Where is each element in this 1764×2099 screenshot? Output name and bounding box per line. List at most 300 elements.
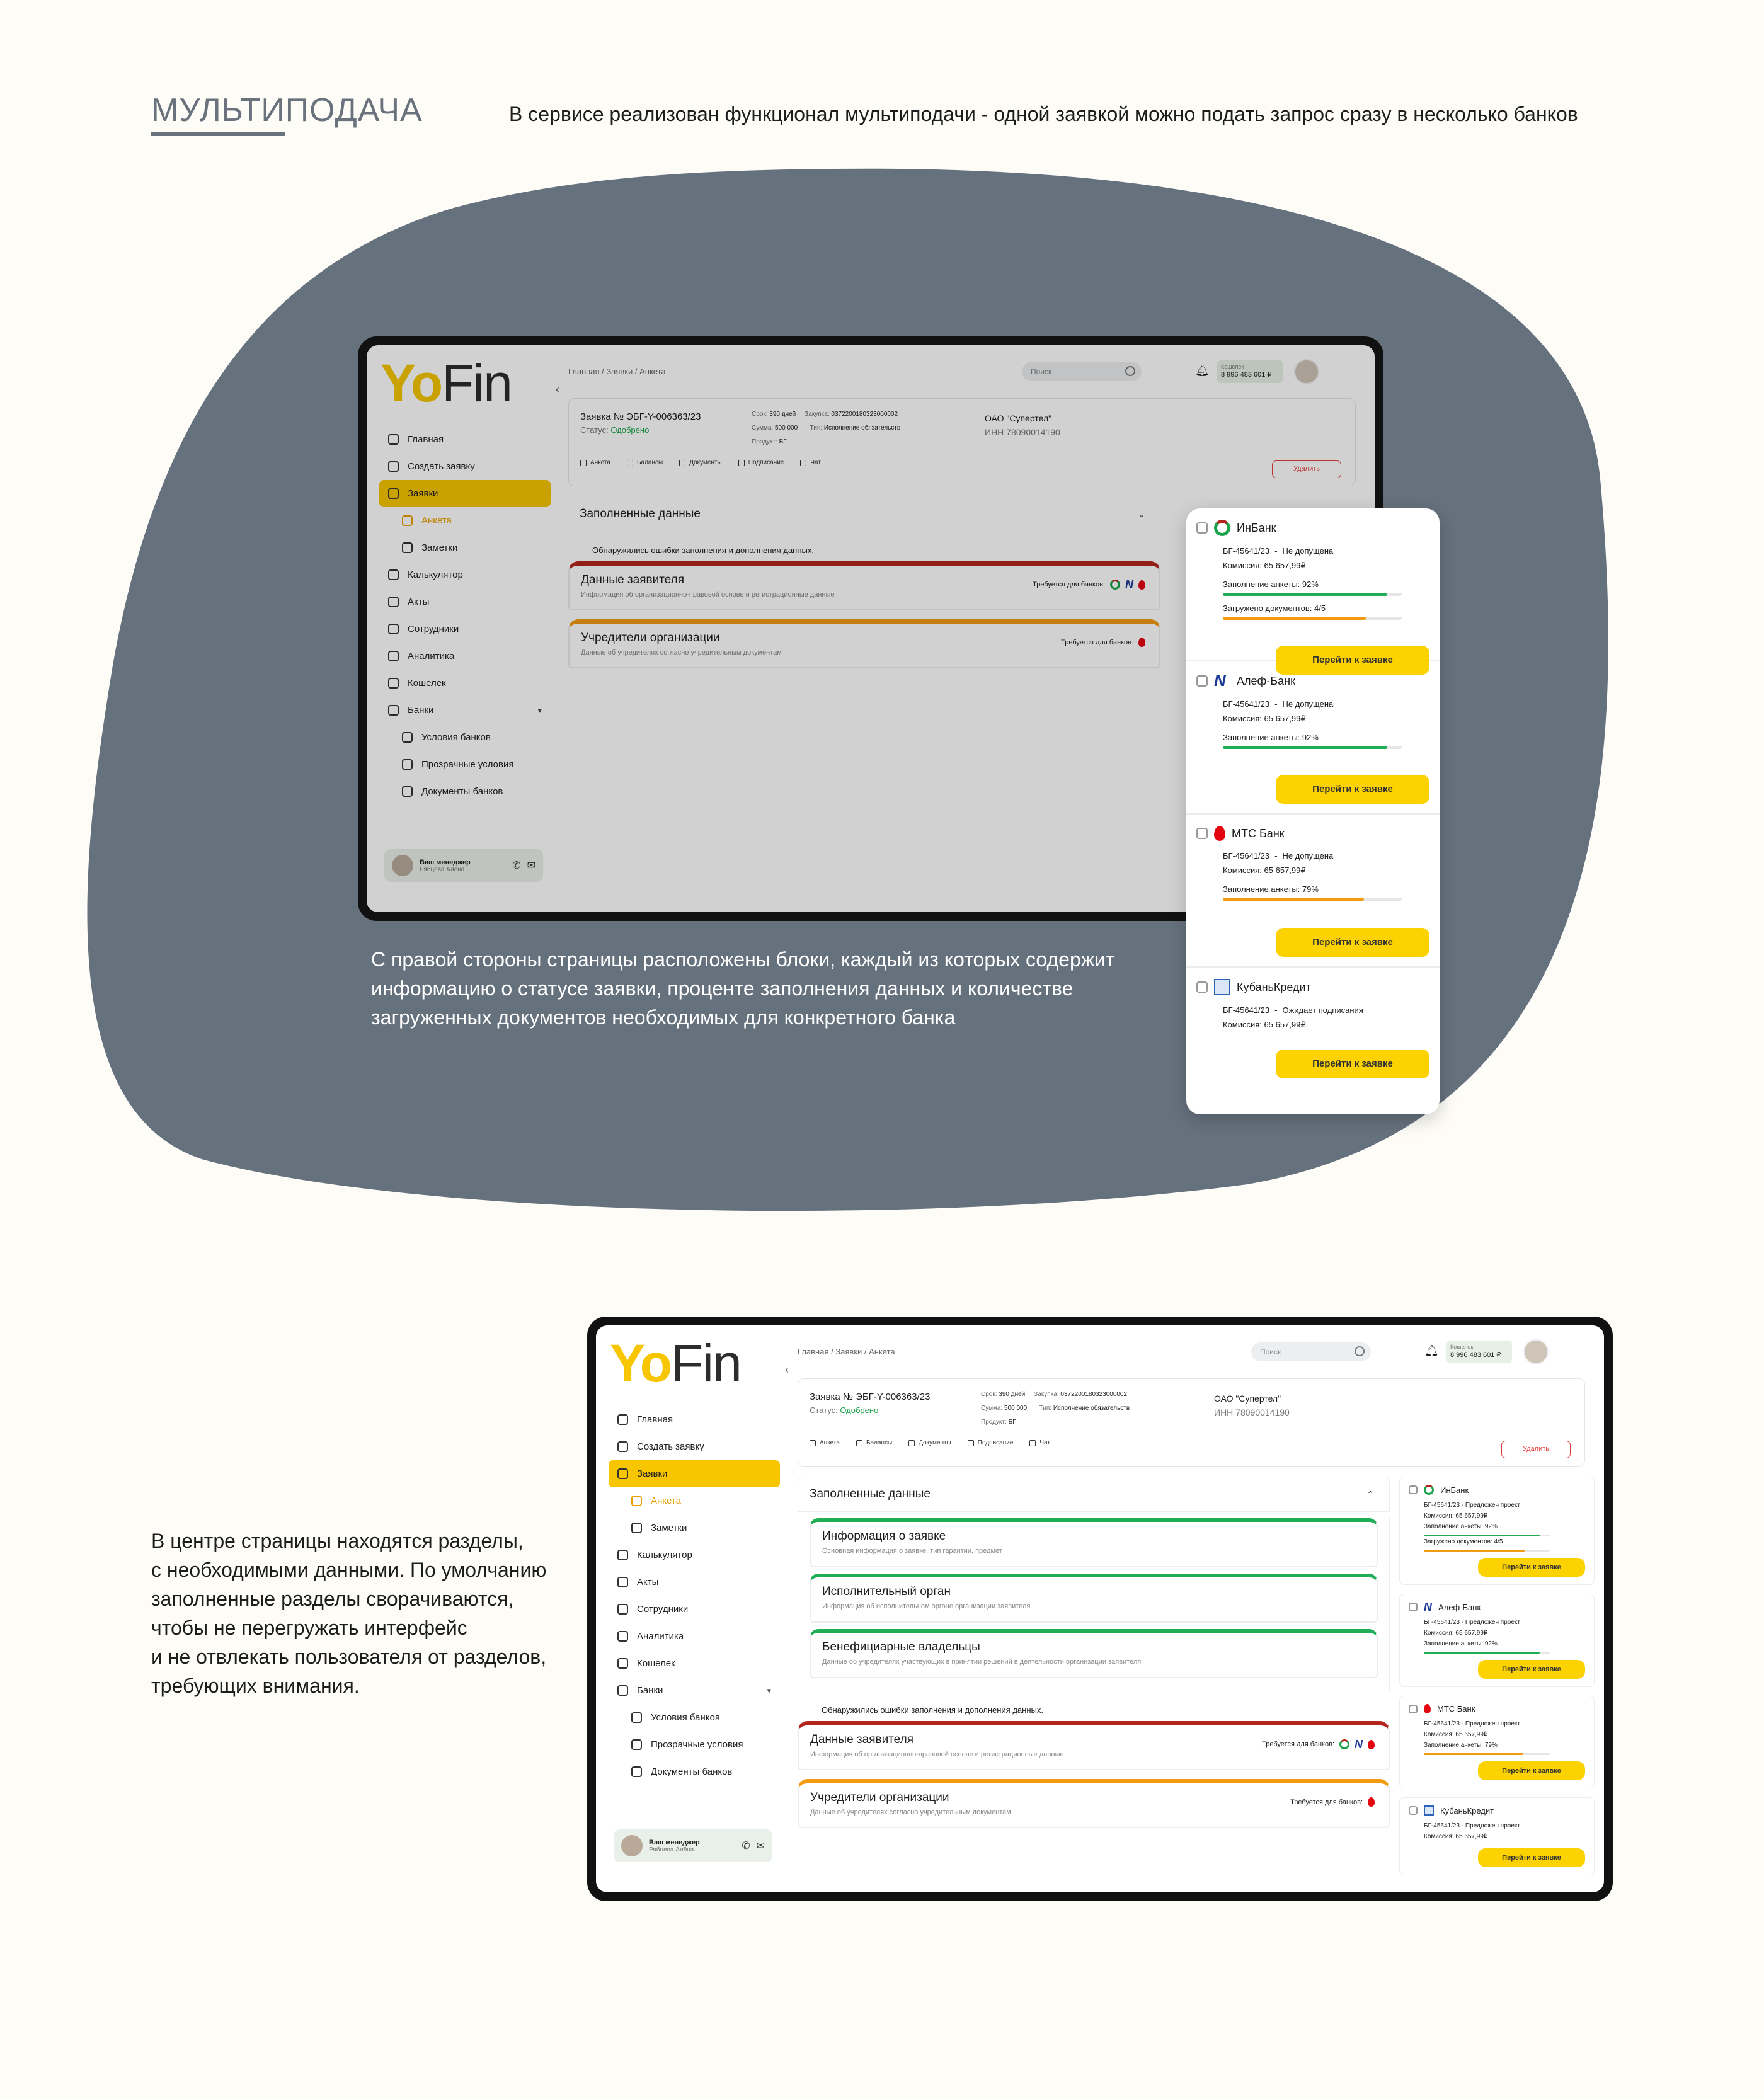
sidebar-item-form[interactable] [379,507,551,534]
collapse-sidebar-icon[interactable]: ‹ [556,383,559,396]
mail-icon[interactable]: ✉ [756,1841,765,1851]
collapse-sidebar-icon[interactable]: ‹ [785,1363,789,1376]
commission-value: 65 657,99₽ [1455,1833,1488,1840]
sidebar-item-label: Заявки [408,488,438,499]
bank-ref: БГ-45641/23 [1223,546,1270,556]
bank-card-mts: МТС Банк БГ-45641/23 - Предложен проект Комиссия: 65 657,99₽ Заполнение анкеты: 79% Перейти к заявке [1399,1696,1595,1788]
sidebar-item-analytics[interactable] [379,643,551,670]
sidebar-item-transparent[interactable] [609,1731,780,1758]
search-placeholder: Поиск [1260,1347,1281,1356]
inbank-logo-icon [1424,1485,1434,1495]
sidebar-nav [379,426,551,805]
tabs [580,459,821,466]
sidebar-item-wallet[interactable] [609,1650,780,1677]
filled-item-application-info[interactable] [810,1518,1378,1567]
wallet-value: 8 996 483 601 ₽ [1221,371,1272,379]
chevron-down-icon: ▾ [537,705,542,715]
filled-items-group [798,1518,1390,1691]
sidebar-item-create[interactable] [609,1433,780,1460]
fill-label: Заполнение анкеты: [1424,1742,1484,1749]
bank-ref: БГ-45641/23 [1223,699,1270,709]
commission-value: 65 657,99₽ [1455,1731,1488,1738]
sidebar-item-acts[interactable] [379,588,551,615]
caption-line: и не отвлекать пользователя от разделов, [151,1645,547,1668]
item-subtitle: Информация об организационно-правовой основе и регистрационные данные [810,1751,1064,1758]
bank-checkbox[interactable] [1196,675,1208,687]
chevron-down-icon: ▾ [767,1685,771,1695]
inbank-logo-icon [1339,1739,1349,1749]
phone-icon[interactable]: ✆ [742,1841,750,1851]
sidebar-item-banks[interactable] [609,1677,780,1704]
application-status [580,425,649,435]
tab-documents[interactable] [908,1439,951,1446]
sidebar-item-analytics[interactable] [609,1623,780,1650]
chart-icon [617,1631,628,1642]
application-status [810,1405,878,1415]
sidebar-item-label: Сотрудники [408,624,459,634]
search-input[interactable] [1251,1342,1371,1361]
bank-name: Алеф-Банк [1237,674,1295,687]
bank-ref: БГ-45641/23 [1424,1822,1460,1829]
bank-panel [1399,1477,1595,1884]
tab-label: Подписание [977,1439,1014,1446]
plus-square-icon [388,461,399,472]
sidebar-item-acts[interactable] [609,1569,780,1596]
breadcrumb[interactable]: Главная / Заявки / Анкета [568,367,666,376]
sidebar-item-calculator[interactable] [379,561,551,588]
wallet-balance[interactable] [1446,1341,1512,1363]
go-to-application-button[interactable]: Перейти к заявке [1276,775,1429,804]
item-title: Данные заявителя [581,573,684,586]
tab-form[interactable] [810,1439,840,1446]
chevron-icon: ⌄ [1138,508,1145,519]
sidebar-item-label: Условия банков [421,732,491,743]
docs-icon [631,1766,642,1777]
user-avatar[interactable] [1294,359,1319,384]
go-to-application-button[interactable]: Перейти к заявке [1478,1558,1585,1577]
bank-card-alef: N Алеф-Банк БГ-45641/23 - Не допущена Комиссия: 65 657,99₽ Заполнение анкеты: 92% Перейти к заявке [1186,661,1440,815]
caption-line: В центре страницы находятся разделы, [151,1530,524,1552]
manager-name: Рябцева Алёна [649,1846,694,1853]
fill-value: 92% [1484,1523,1498,1530]
sidebar-item-label: Документы банков [651,1766,733,1777]
commission-label: Комиссия: [1223,714,1262,723]
mts-logo-icon [1138,638,1145,647]
term-value: 390 дней [999,1391,1026,1398]
errors-note: Обнаружились ошибки заполнения и дополнения данных. [822,1705,1043,1715]
bank-checkbox[interactable] [1409,1806,1418,1815]
tab-label: Анкета [590,459,610,466]
fill-value: 92% [1302,580,1319,589]
tab-form[interactable] [580,459,610,466]
sidebar-item-label: Прозрачные условия [421,759,514,770]
sidebar-item-label: Калькулятор [637,1550,692,1560]
manager-name: Рябцева Алёна [420,866,465,873]
tab-documents[interactable] [679,459,722,466]
balance-icon [627,460,633,466]
sidebar-item-label: Главная [408,434,444,445]
bank-ref: БГ-45641/23 [1424,1720,1460,1727]
users-icon [388,624,399,634]
kuban-logo-icon [1214,979,1230,995]
org-inn: ИНН 78090014190 [985,427,1060,437]
tab-label: Анкета [820,1439,840,1446]
fill-label: Заполнение анкеты: [1223,733,1300,742]
error-item-founders[interactable] [798,1779,1390,1828]
document-icon [388,597,399,607]
sidebar-item-label: Прозрачные условия [651,1739,743,1750]
bank-name: ИнБанк [1237,521,1276,534]
tab-label: Документы [689,459,722,466]
form-icon [810,1440,816,1446]
application-details [981,1388,1130,1429]
bank-checkbox[interactable] [1409,1603,1418,1611]
bank-name: ИнБанк [1440,1485,1469,1495]
required-label: Требуется для банков: [1033,581,1105,588]
filled-data-toggle[interactable] [568,496,1160,532]
tab-label: Чат [1040,1439,1050,1446]
sidebar-item-create[interactable] [379,453,551,480]
commission-label: Комиссия: [1223,1020,1262,1029]
fill-progress-bar [1223,746,1402,749]
bell-icon[interactable]: 🔔︎ [1424,1344,1439,1357]
bank-checkbox[interactable] [1196,981,1208,993]
sidebar-item-label: Документы банков [421,786,503,797]
filled-data-title: Заполненные данные [810,1487,931,1501]
mts-logo-icon [1214,826,1225,841]
sidebar-item-form[interactable] [609,1487,780,1514]
sidebar-item-home[interactable] [609,1406,780,1433]
item-subtitle: Информация об исполнительном органе организации заявителя [822,1603,1031,1610]
sidebar-item-label: Создать заявку [408,461,475,472]
docs-progress-bar [1223,617,1402,620]
error-item-applicant-data[interactable] [568,561,1160,610]
go-to-application-button[interactable]: Перейти к заявке [1478,1761,1585,1780]
sidebar-item-transparent[interactable] [379,751,551,778]
error-item-founders[interactable] [568,619,1160,668]
sidebar-nav [609,1406,780,1785]
kuban-logo-icon [1424,1805,1434,1816]
type-label: Тип: [1039,1405,1052,1412]
mts-logo-icon [1368,1797,1375,1807]
bell-icon[interactable]: 🔔︎ [1195,364,1210,377]
commission-label: Комиссия: [1223,866,1262,875]
sidebar-item-home[interactable] [379,426,551,453]
bank-name: МТС Банк [1437,1704,1475,1713]
item-subtitle: Данные об учредителях участвующих в принятии решений в деятельности организации заявителя [822,1658,1142,1666]
document-icon [679,460,685,466]
sidebar-item-label: Анкета [651,1496,681,1506]
filled-item-executive-body[interactable] [810,1574,1378,1623]
sidebar-item-calculator[interactable] [609,1541,780,1569]
fill-progress-bar [1424,1535,1550,1536]
sidebar-item-label: Заметки [651,1523,687,1533]
mts-logo-icon [1368,1740,1375,1749]
yofin-logo[interactable]: YoFin [381,353,512,413]
search-icon [1125,366,1135,376]
docs-value: 4/5 [1494,1538,1503,1545]
filled-item-beneficiaries[interactable] [810,1629,1378,1678]
bank-name: МТС Банк [1232,826,1285,840]
wallet-icon [617,1658,628,1669]
tab-label: Чат [810,459,821,466]
sidebar-item-bank-conditions[interactable] [609,1704,780,1731]
bank-ref: БГ-45641/23 [1424,1502,1460,1509]
application-number: Заявка № ЭБГ-Y-006363/23 [580,411,701,422]
bank-status: Не допущена [1282,699,1334,709]
sidebar-item-employees[interactable] [609,1596,780,1623]
sidebar-item-bank-docs[interactable] [379,778,551,805]
manager-avatar [392,855,413,876]
go-to-application-button[interactable]: Перейти к заявке [1276,928,1429,957]
commission-value: 65 657,99₽ [1455,1630,1488,1637]
item-title: Исполнительный орган [822,1585,951,1598]
status-label: Статус: [810,1405,838,1415]
item-title: Бенефициарные владельцы [822,1640,980,1654]
inbank-logo-icon [1110,580,1120,590]
caption-line: заполненные разделы сворачиваются, [151,1587,514,1610]
commission-label: Комиссия: [1424,1630,1454,1637]
document-icon [908,1440,915,1446]
sidebar-item-bank-conditions[interactable] [379,724,551,751]
plus-square-icon [617,1441,628,1452]
form-icon [580,460,587,466]
item-title: Данные заявителя [810,1733,914,1746]
fill-progress-bar [1424,1753,1550,1755]
filled-data-title: Заполненные данные [580,507,701,520]
sidebar-item-label: Аналитика [408,651,455,661]
sidebar-item-employees[interactable] [379,615,551,643]
item-title: Учредители организации [581,631,720,644]
sum-value: 500 000 [1004,1405,1028,1412]
commission-value: 65 657,99₽ [1264,714,1306,723]
tab-label: Балансы [636,459,663,466]
fill-value: 79% [1484,1742,1498,1749]
application-details [752,408,900,449]
caption-line: с необходимыми данными. По умолчанию [151,1559,547,1581]
sidebar-item-wallet[interactable] [379,670,551,697]
form-icon [631,1496,642,1506]
commission-label: Комиссия: [1223,561,1262,570]
fill-value: 92% [1302,733,1319,742]
status-label: Статус: [580,425,609,435]
tab-balances[interactable] [627,459,663,466]
commission-value: 65 657,99₽ [1264,866,1306,875]
docs-progress-bar [1424,1550,1550,1552]
purchase-value: 0372200180323000002 [831,411,898,418]
sidebar-item-label: Акты [408,597,430,607]
tab-balances[interactable] [856,1439,892,1446]
sidebar-item-label: Аналитика [637,1631,684,1642]
application-number: Заявка № ЭБГ-Y-006363/23 [810,1392,931,1402]
sidebar-item-applications[interactable] [609,1460,780,1487]
bank-card-inbank: ИнБанк БГ-45641/23 - Не допущена Комиссия: 65 657,99₽ Заполнение анкеты: 92% Загружено документов: 4/5 Перейти к заявке [1186,508,1440,661]
item-subtitle: Информация об организационно-правовой основе и регистрационные данные [581,591,835,598]
bank-status: Предложен проект [1465,1822,1520,1829]
alef-logo-icon: N [1424,1601,1432,1613]
commission-label: Комиссия: [1424,1731,1454,1738]
calculator-icon [617,1550,628,1560]
sidebar-item-label: Акты [637,1577,659,1587]
users-icon [617,1604,628,1615]
tab-chat[interactable] [1029,1439,1050,1446]
sidebar-item-label: Создать заявку [637,1441,704,1452]
bank-status: Не допущена [1282,851,1334,861]
bank-checkbox[interactable] [1196,828,1208,839]
bank-status: Ожидает подписания [1282,1005,1363,1015]
term-label: Срок: [752,411,768,418]
product-label: Продукт: [981,1419,1007,1426]
chart-icon [388,651,399,661]
tab-label: Подписание [748,459,784,466]
sum-label: Сумма: [752,425,774,432]
breadcrumb[interactable]: Главная / Заявки / Анкета [798,1347,895,1356]
sidebar-item-banks[interactable] [379,697,551,724]
bank-checkbox[interactable] [1196,522,1208,534]
conditions-icon [631,1712,642,1723]
delete-button[interactable]: Удалить [1501,1441,1571,1458]
go-to-application-button[interactable]: Перейти к заявке [1478,1660,1585,1679]
bank-checkbox[interactable] [1409,1485,1418,1494]
item-subtitle: Данные об учредителях согласно учредительным документам [581,649,782,656]
bank-name: Алеф-Банк [1438,1602,1481,1612]
tab-label: Документы [919,1439,951,1446]
commission-value: 65 657,99₽ [1264,561,1306,570]
bank-card-kuban: КубаньКредит БГ-45641/23 - Предложен проект Комиссия: 65 657,99₽ Перейти к заявке [1399,1797,1595,1875]
caption-line: чтобы не перегружать интерфейс [151,1616,467,1639]
status-value: Одобрено [610,425,650,435]
commission-value: 65 657,99₽ [1264,1020,1306,1029]
calculator-icon [388,569,399,580]
main-sections [568,496,1160,677]
go-to-application-button[interactable]: Перейти к заявке [1276,1050,1429,1078]
commission-label: Комиссия: [1424,1513,1454,1519]
error-item-applicant-data[interactable] [798,1721,1390,1770]
wallet-label: Кошелек [1221,363,1244,370]
user-avatar[interactable] [1523,1339,1549,1364]
fill-progress-bar [1223,898,1402,901]
sidebar-item-notes[interactable] [379,534,551,561]
sidebar-item-label: Заявки [637,1468,668,1479]
bank-icon [388,705,399,716]
home-icon [617,1414,628,1425]
transparent-icon [631,1739,642,1750]
status-value: Одобрено [840,1405,879,1415]
bank-ref: БГ-45641/23 [1223,1005,1270,1015]
bank-ref: БГ-45641/23 [1424,1619,1460,1626]
commission-value: 65 657,99₽ [1455,1513,1488,1519]
fill-progress-bar [1223,593,1402,596]
fill-label: Заполнение анкеты: [1223,580,1300,589]
tab-chat[interactable] [800,459,821,466]
sidebar-item-label: Банки [408,705,434,716]
caption-center-sections [151,1526,561,1700]
purchase-label: Закупка: [805,411,830,418]
type-label: Тип: [810,425,823,432]
document-icon [617,1577,628,1587]
sidebar-item-bank-docs[interactable] [609,1758,780,1785]
item-subtitle: Основная информация о заявке, тип гарантии, предмет [822,1547,1002,1555]
bank-card-alef: N Алеф-Банк БГ-45641/23 - Предложен проект Комиссия: 65 657,99₽ Заполнение анкеты: 92% Перейти к заявке [1399,1594,1595,1687]
bank-checkbox[interactable] [1409,1705,1418,1713]
sidebar-item-label: Кошелек [637,1658,675,1669]
sidebar-item-label: Анкета [421,515,452,526]
purchase-label: Закупка: [1034,1391,1059,1398]
fill-progress-bar [1424,1652,1550,1654]
page-title: МУЛЬТИПОДАЧА [151,92,423,129]
search-input[interactable] [1022,362,1142,381]
fill-value: 79% [1302,884,1319,894]
docs-label: Загружено документов: [1223,603,1312,613]
delete-button[interactable]: Удалить [1272,460,1341,478]
term-label: Срок: [981,1391,997,1398]
type-value: Исполнение обязательств [1053,1405,1130,1412]
sidebar-item-notes[interactable] [609,1514,780,1541]
org-name: ОАО "Супертел" [1214,1393,1281,1404]
bank-card-inbank: ИнБанк БГ-45641/23 - Предложен проект Комиссия: 65 657,99₽ Заполнение анкеты: 92% Загружено документов: 4/5 Перейти к заявке [1399,1477,1595,1585]
go-to-application-button[interactable]: Перейти к заявке [1478,1848,1585,1867]
sidebar-item-label: Главная [637,1414,673,1425]
manager-title: Ваш менеджер [649,1838,700,1846]
alef-logo-icon: N [1214,671,1226,690]
conditions-icon [402,732,413,743]
manager-card [614,1829,772,1862]
product-label: Продукт: [752,438,777,445]
sidebar-item-applications[interactable] [379,480,551,507]
organization-info [985,411,1060,439]
sidebar-item-label: Заметки [421,542,458,553]
mail-icon[interactable]: ✉ [527,861,536,871]
sidebar-item-label: Кошелек [408,678,446,689]
search-placeholder: Поиск [1031,367,1052,376]
mts-logo-icon [1138,580,1145,590]
go-to-application-button[interactable]: Перейти к заявке [1276,646,1429,675]
sidebar-item-label: Сотрудники [637,1604,689,1615]
laptop-screen-bottom [587,1317,1613,1901]
chat-icon [1029,1440,1036,1446]
bank-name: КубаньКредит [1237,980,1311,993]
filled-data-toggle[interactable] [798,1477,1390,1512]
commission-label: Комиссия: [1424,1833,1454,1840]
org-inn: ИНН 78090014190 [1214,1407,1290,1417]
alef-logo-icon: N [1125,578,1133,591]
fill-label: Заполнение анкеты: [1424,1523,1484,1530]
phone-icon[interactable]: ✆ [512,861,521,871]
sidebar-item-label: Условия банков [651,1712,720,1723]
item-title: Учредители организации [810,1791,949,1804]
docs-value: 4/5 [1314,603,1326,613]
yofin-logo[interactable]: YoFin [610,1334,741,1393]
product-value: БГ [1008,1419,1016,1426]
manager-card [384,849,543,882]
term-value: 390 дней [769,411,796,418]
sidebar-item-label: Калькулятор [408,569,463,580]
fill-value: 92% [1484,1640,1498,1647]
tab-signing[interactable] [968,1439,1014,1446]
mts-logo-icon [1424,1704,1431,1713]
sidebar-item-label: Банки [637,1685,663,1696]
bank-status: Предложен проект [1465,1720,1520,1727]
required-label: Требуется для банков: [1061,638,1133,646]
tab-signing[interactable] [738,459,784,466]
wallet-balance[interactable] [1217,360,1283,383]
balance-icon [856,1440,862,1446]
alef-logo-icon: N [1354,1738,1363,1751]
item-title: Информация о заявке [822,1530,946,1543]
type-value: Исполнение обязательств [823,425,901,432]
chevron-icon: ⌃ [1366,1489,1374,1499]
clipboard-icon [617,1468,628,1479]
